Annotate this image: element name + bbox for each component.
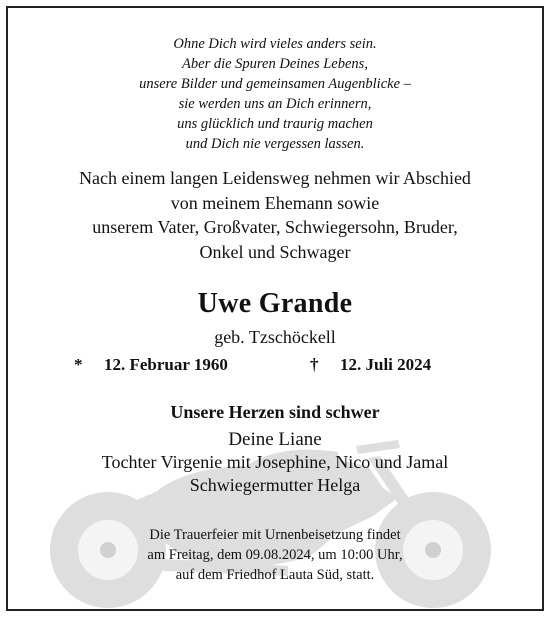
deceased-name: Uwe Grande bbox=[197, 288, 353, 319]
mourners-heading: Unsere Herzen sind schwer bbox=[170, 402, 380, 422]
service-line: am Freitag, dem 09.08.2024, um 10:00 Uhr, bbox=[147, 547, 403, 563]
mourner-line: Tochter Virgenie mit Josephine, Nico und Jamal bbox=[101, 452, 449, 472]
obituary-card bbox=[6, 6, 544, 611]
poem-line: unsere Bilder und gemeinsamen Augenblicke – bbox=[139, 76, 411, 92]
poem-line: Ohne Dich wird vieles anders sein. bbox=[173, 36, 377, 52]
mourner-line: Schwiegermutter Helga bbox=[189, 475, 361, 495]
birth-name: geb. Tzschöckell bbox=[214, 327, 336, 347]
mourner-line: Deine Liane bbox=[228, 429, 322, 450]
life-dates bbox=[8, 353, 542, 377]
poem bbox=[8, 34, 542, 154]
death-date: 12. Juli 2024 bbox=[340, 355, 432, 374]
birth-symbol: * bbox=[74, 355, 83, 374]
service-line: auf dem Friedhof Lauta Süd, statt. bbox=[175, 567, 375, 583]
birth-date: 12. Februar 1960 bbox=[104, 355, 228, 374]
poem-line: sie werden uns an Dich erinnern, bbox=[178, 96, 372, 112]
intro-line: Nach einem langen Leidensweg nehmen wir Abschied bbox=[79, 168, 471, 188]
mourners-list bbox=[8, 428, 542, 497]
intro-line: von meinem Ehemann sowie bbox=[170, 192, 380, 213]
poem-line: und Dich nie vergessen lassen. bbox=[185, 136, 365, 152]
death-symbol: † bbox=[310, 355, 319, 374]
intro-text bbox=[8, 166, 542, 264]
intro-line: unserem Vater, Großvater, Schwiegersohn, Bruder, bbox=[92, 217, 458, 237]
service-line: Die Trauerfeier mit Urnenbeisetzung findet bbox=[149, 527, 401, 543]
service-info bbox=[8, 525, 542, 585]
intro-line: Onkel und Schwager bbox=[199, 241, 351, 262]
poem-line: Aber die Spuren Deines Lebens, bbox=[182, 56, 368, 72]
poem-line: uns glücklich und traurig machen bbox=[177, 116, 373, 132]
